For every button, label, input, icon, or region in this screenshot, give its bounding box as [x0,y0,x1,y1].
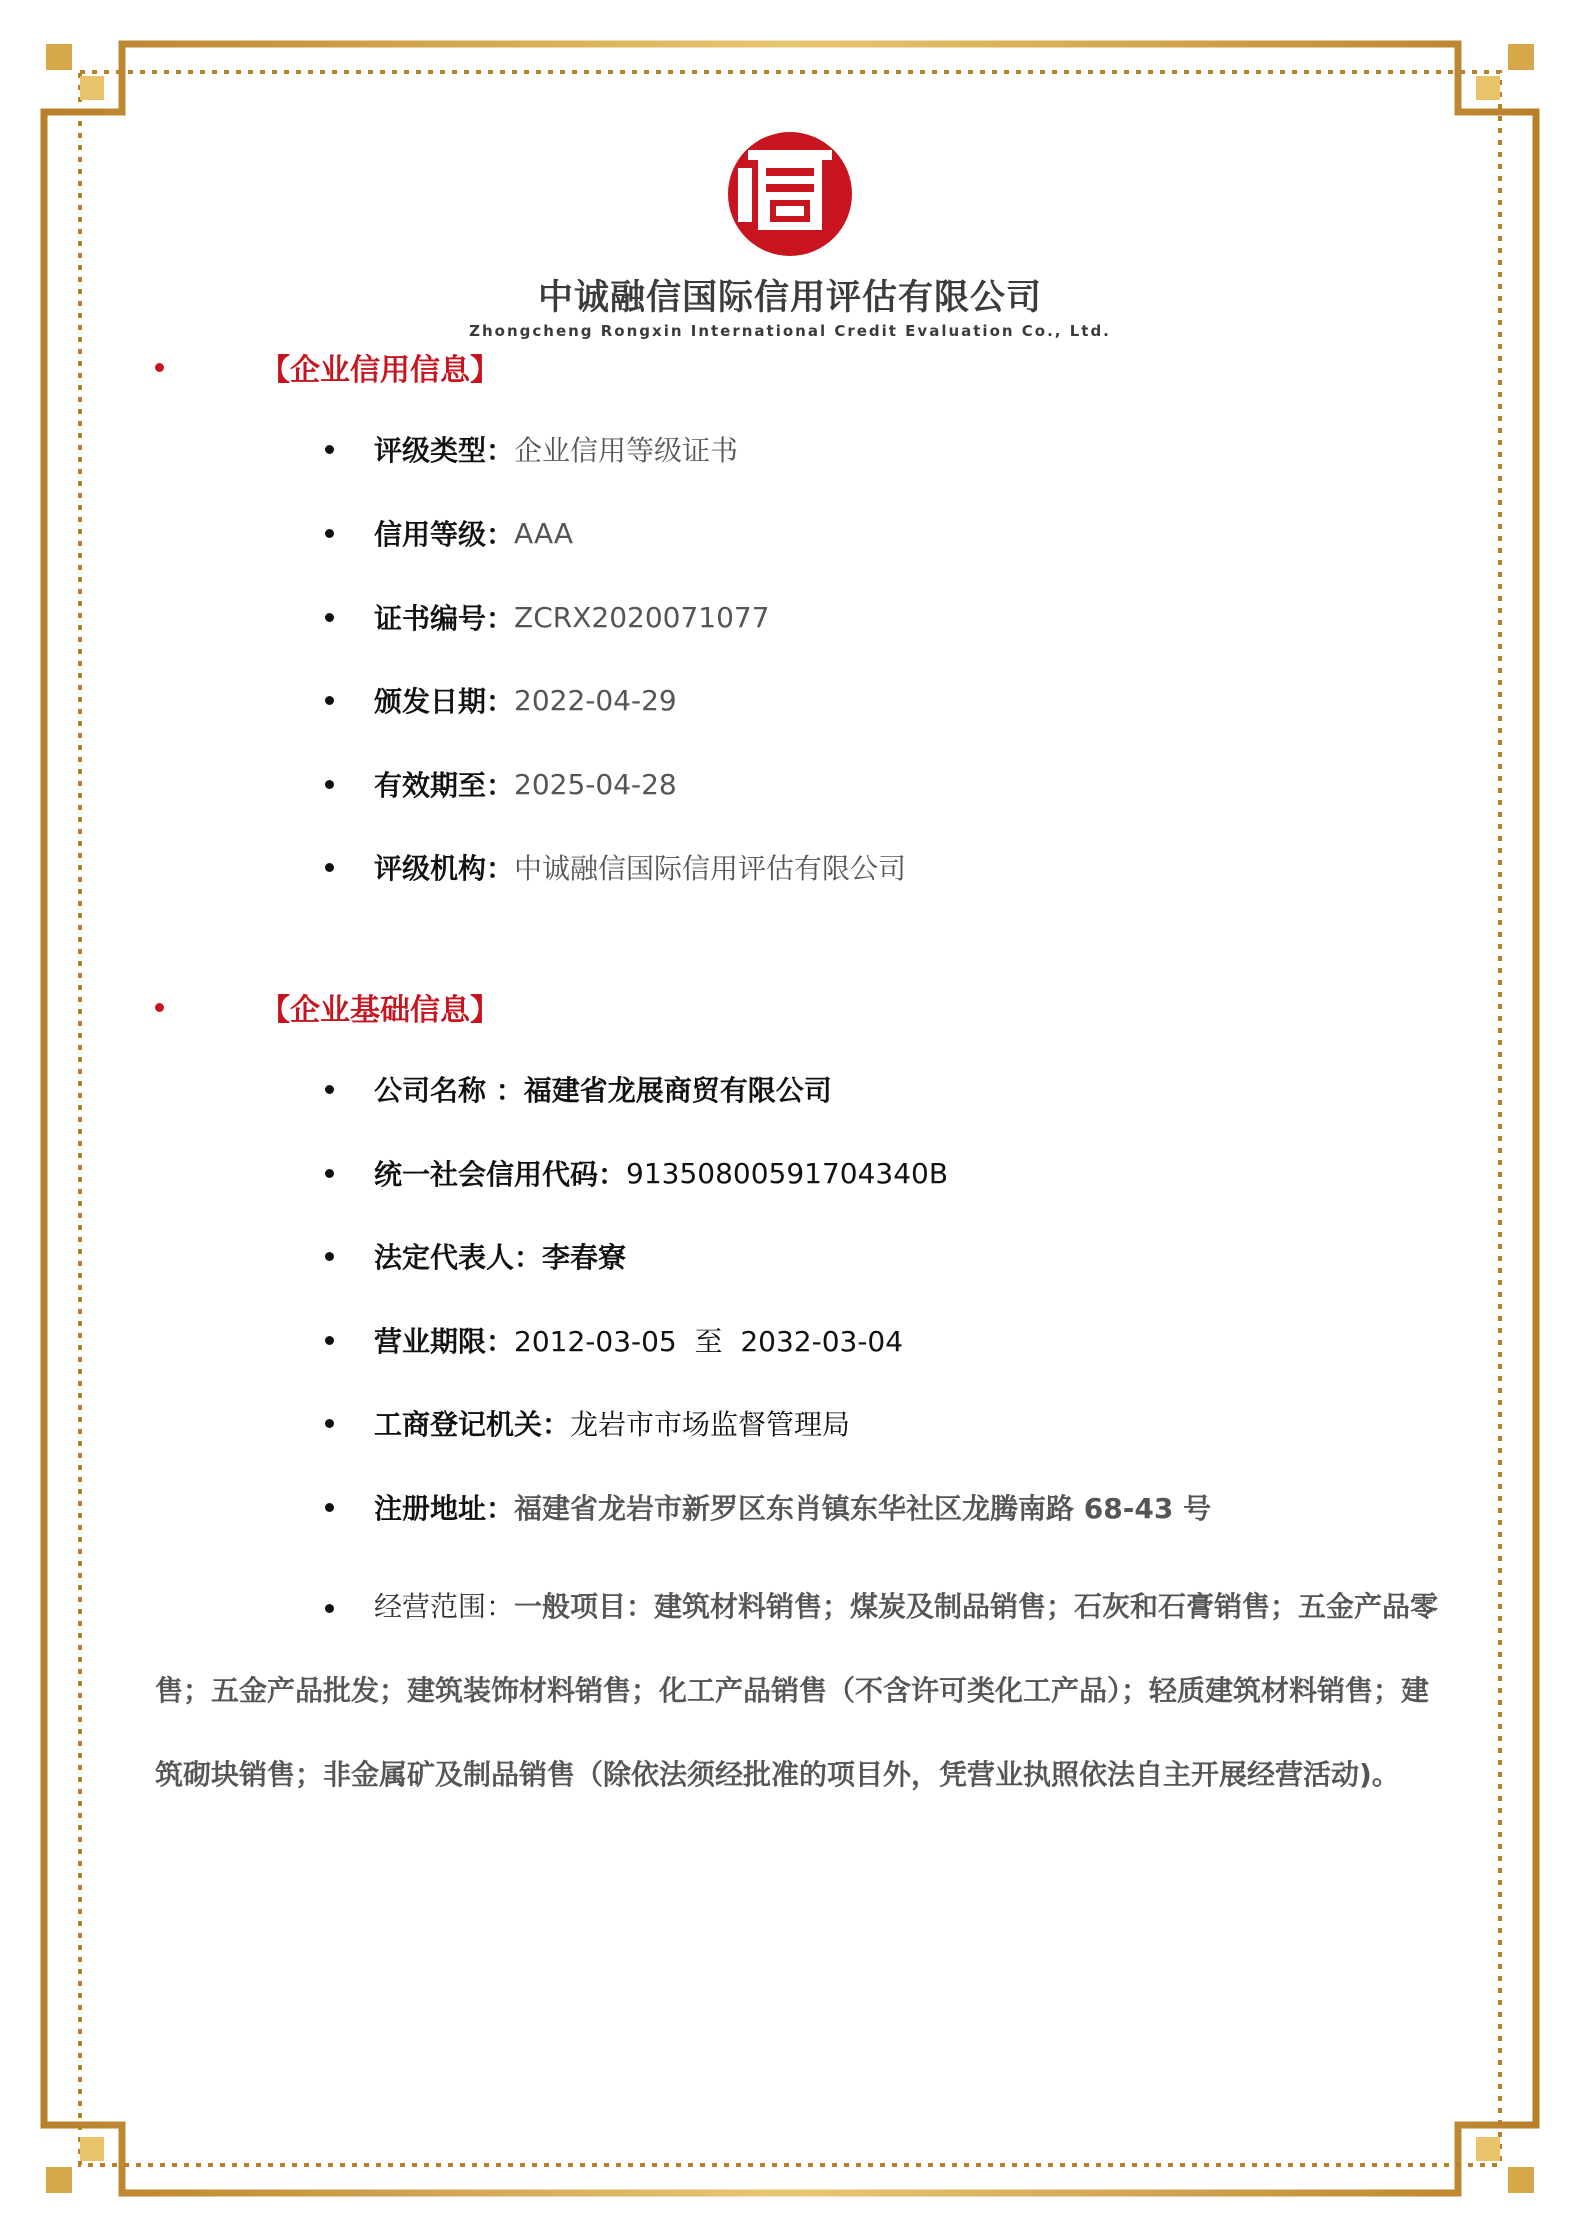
rating-agency-row [325,847,906,887]
basic-section-title [155,985,500,1029]
issue-date-row [325,680,677,720]
rating-agency-value: 中诚融信国际信用评估有限公司 [514,852,907,885]
valid-until-value: 2025-04-28 [514,767,677,801]
rating-type-row [325,429,738,469]
bullet-icon [325,1419,334,1428]
rating-type-value: 企业信用等级证书 [514,434,739,467]
registration-authority-label: 工商登记机关： [374,1408,571,1441]
bullet-icon [325,529,334,538]
basic-section-title-text: 【企业基础信息】 [260,993,500,1028]
credit-grade-value: AAA [514,516,574,550]
company-logo [0,128,1580,340]
bullet-icon [325,1169,334,1178]
business-term-row [325,1320,903,1360]
registered-address-row [325,1487,1211,1527]
business-scope-label: 经营范围： [374,1590,515,1623]
bullet-icon [155,1003,164,1012]
bullet-icon [325,613,334,622]
legal-representative-row [325,1236,626,1276]
bullet-icon [325,1085,334,1094]
valid-until-label: 有效期至： [374,769,515,802]
credit-grade-label: 信用等级： [374,518,515,551]
credit-code-row [325,1153,948,1193]
bullet-icon [325,1252,334,1261]
issue-date-value: 2022-04-29 [514,683,677,717]
credit-code-label: 统一社会信用代码： [374,1158,627,1191]
bullet-icon [325,445,334,454]
certificate-number-row [325,597,770,637]
valid-until-row [325,764,677,804]
credit-grade-row [325,513,573,553]
certificate-number-label: 证书编号： [374,602,515,635]
xin-seal-icon [714,128,866,260]
issue-date-label: 颁发日期： [374,685,515,718]
bullet-icon [325,696,334,705]
bullet-icon [325,863,334,872]
legal-representative-label: 法定代表人： [374,1241,543,1274]
registered-address-label: 注册地址： [374,1492,515,1525]
rating-type-label: 评级类型： [374,434,515,467]
bullet-icon [325,1604,334,1613]
business-term-value: 2012-03-05 至 2032-03-04 [514,1325,904,1358]
business-scope-text: 一般项目：建筑材料销售；煤炭及制品销售；石灰和石膏销售；五金产品零售；五金产品批发；建筑装饰材料销售；化工产品销售（不含许可类化工产品）；轻质建筑材料销售；建筑砌块销售；非金属矿及制品销售（除依法须经批准的项目外，凭营业执照依法自主开展经营活动)。 [155,1590,1439,1791]
rating-agency-label: 评级机构： [374,852,515,885]
credit-code-value: 91350800591704340B [626,1156,949,1190]
company-name-row [325,1069,832,1109]
credit-section-title-text: 【企业信用信息】 [260,353,500,388]
registration-authority-row [325,1403,850,1443]
bullet-icon [325,1503,334,1512]
registered-address-value: 福建省龙岩市新罗区东肖镇东华社区龙腾南路 68-43 号 [514,1492,1212,1525]
bullet-icon [325,1336,334,1345]
bullet-icon [155,363,164,372]
business-term-label: 营业期限： [374,1325,515,1358]
logo-company-name-en: Zhongcheng Rongxin International Credit Evaluation Co., Ltd. [469,322,1111,340]
company-name-label: 公司名称 ： [374,1074,524,1107]
credit-section-title [155,345,500,389]
company-name-value: 福建省龙展商贸有限公司 [523,1074,832,1107]
logo-company-name-cn: 中诚融信国际信用评估有限公司 [537,278,1042,318]
business-scope-paragraph [155,1565,1455,1817]
certificate-number-value: ZCRX2020071077 [514,600,770,634]
registration-authority-value: 龙岩市市场监督管理局 [570,1408,851,1441]
legal-representative-value: 李春寮 [542,1241,627,1274]
bullet-icon [325,780,334,789]
